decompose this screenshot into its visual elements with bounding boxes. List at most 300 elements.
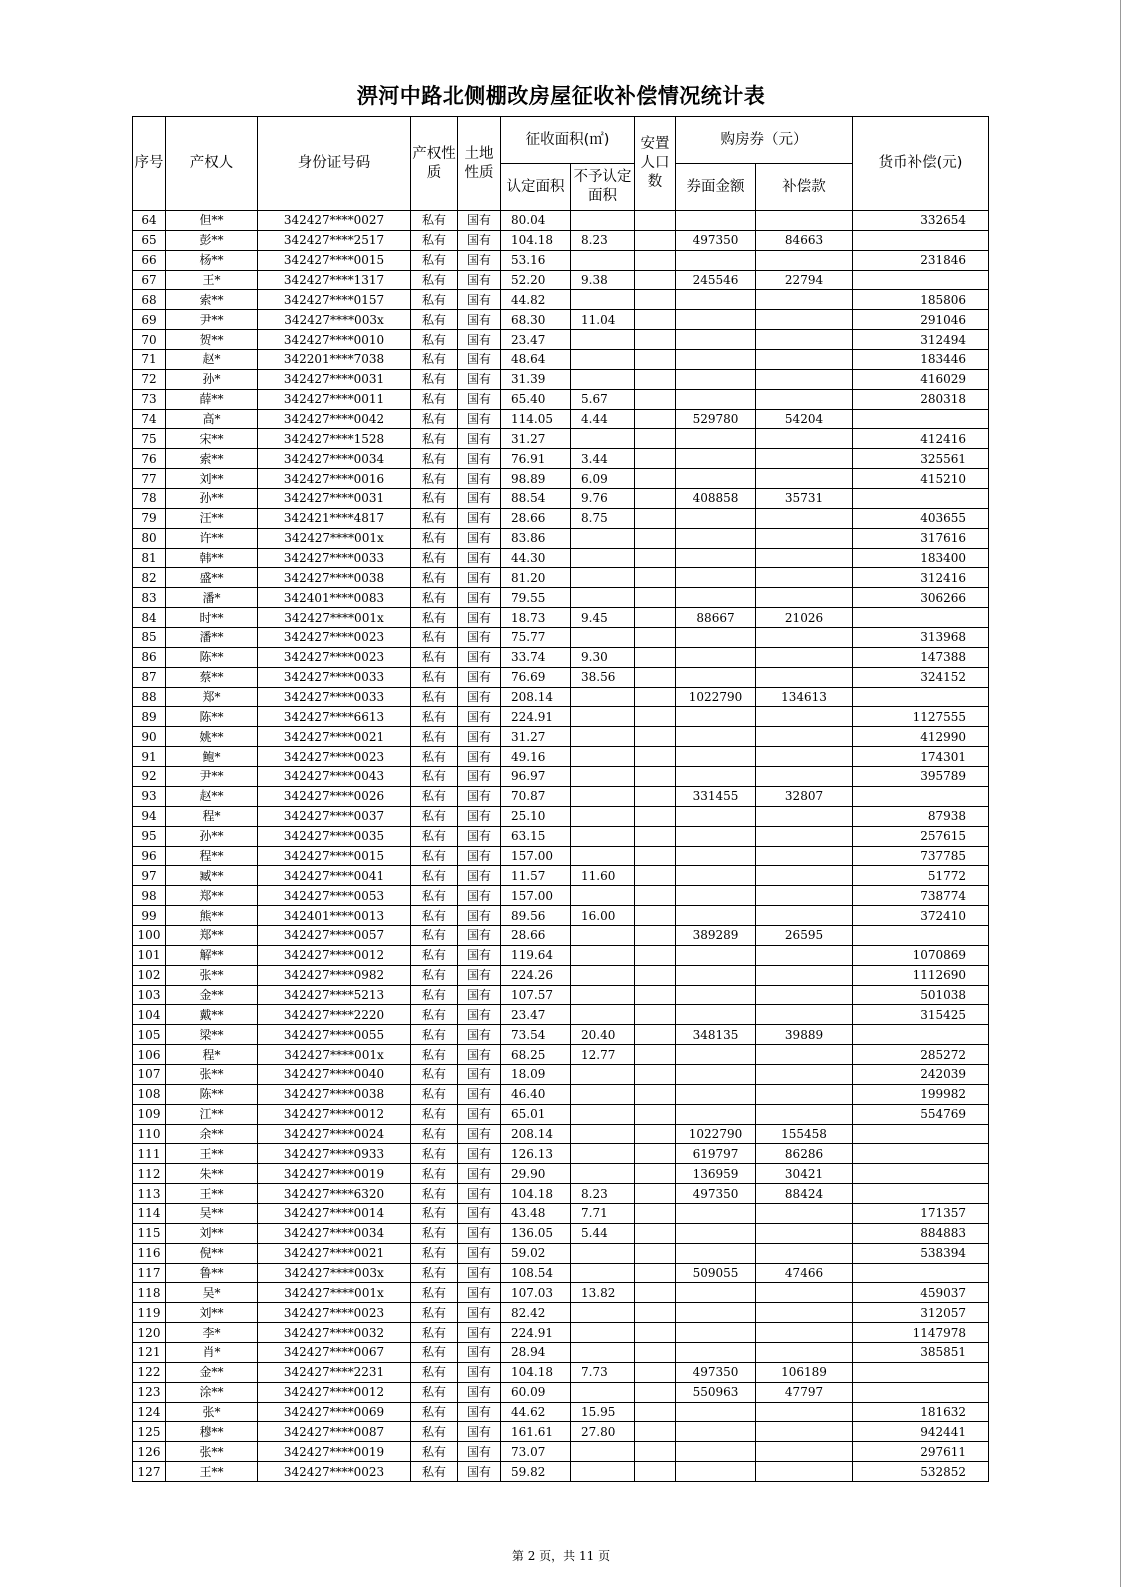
- cell-area-certified: 75.77: [501, 628, 571, 648]
- cell-area-not-certified: [571, 846, 635, 866]
- table-row: [133, 1442, 989, 1462]
- cell-voucher-face: [676, 1084, 756, 1104]
- cell-voucher-comp: [756, 369, 853, 389]
- cell-id-number: 342427****0032: [258, 1323, 411, 1343]
- cell-land-nature: 国有: [458, 1144, 501, 1164]
- table-row: [133, 1203, 989, 1223]
- cell-area-not-certified: [571, 985, 635, 1005]
- cell-owner: 涂**: [166, 1382, 258, 1402]
- cell-voucher-comp: [756, 1303, 853, 1323]
- header-resettle-count: 安置人口数: [635, 117, 676, 211]
- cell-area-not-certified: 8.23: [571, 1184, 635, 1204]
- cell-voucher-comp: [756, 389, 853, 409]
- cell-resettle-count: [635, 1303, 676, 1323]
- cell-resettle-count: [635, 469, 676, 489]
- table-row: [133, 1184, 989, 1204]
- table-row: [133, 588, 989, 608]
- cell-resettle-count: [635, 409, 676, 429]
- cell-cash-comp: 385851: [853, 1342, 989, 1362]
- cell-cash-comp: 538394: [853, 1243, 989, 1263]
- cell-area-not-certified: [571, 429, 635, 449]
- compensation-table: [132, 116, 989, 1482]
- cell-id-number: 342427****0014: [258, 1203, 411, 1223]
- cell-cash-comp: 412990: [853, 727, 989, 747]
- cell-land-nature: 国有: [458, 508, 501, 528]
- cell-voucher-comp: [756, 508, 853, 528]
- cell-resettle-count: [635, 1184, 676, 1204]
- cell-owner: 郑*: [166, 687, 258, 707]
- cell-area-certified: 53.16: [501, 250, 571, 270]
- cell-area-not-certified: [571, 1144, 635, 1164]
- cell-id-number: 342427****0057: [258, 925, 411, 945]
- cell-voucher-comp: [756, 568, 853, 588]
- cell-property-nature: 私有: [411, 1223, 458, 1243]
- cell-property-nature: 私有: [411, 1025, 458, 1045]
- cell-cash-comp: [853, 608, 989, 628]
- cell-seq: 114: [133, 1203, 166, 1223]
- cell-land-nature: 国有: [458, 548, 501, 568]
- cell-owner: 金**: [166, 985, 258, 1005]
- cell-voucher-face: [676, 1104, 756, 1124]
- cell-voucher-comp: [756, 528, 853, 548]
- cell-property-nature: 私有: [411, 727, 458, 747]
- cell-resettle-count: [635, 826, 676, 846]
- cell-owner: 江**: [166, 1104, 258, 1124]
- table-row: [133, 1362, 989, 1382]
- cell-resettle-count: [635, 270, 676, 290]
- cell-id-number: 342427****0021: [258, 1243, 411, 1263]
- cell-resettle-count: [635, 707, 676, 727]
- cell-area-certified: 119.64: [501, 945, 571, 965]
- cell-area-certified: 65.01: [501, 1104, 571, 1124]
- cell-voucher-face: [676, 250, 756, 270]
- cell-owner: 程*: [166, 1045, 258, 1065]
- cell-seq: 115: [133, 1223, 166, 1243]
- cell-area-not-certified: 16.00: [571, 906, 635, 926]
- cell-cash-comp: 532852: [853, 1462, 989, 1482]
- cell-resettle-count: [635, 1283, 676, 1303]
- cell-cash-comp: 1127555: [853, 707, 989, 727]
- cell-property-nature: 私有: [411, 906, 458, 926]
- cell-voucher-face: [676, 211, 756, 231]
- cell-id-number: 342427****0023: [258, 647, 411, 667]
- cell-voucher-comp: 134613: [756, 687, 853, 707]
- table-row: [133, 568, 989, 588]
- cell-area-certified: 23.47: [501, 330, 571, 350]
- cell-owner: 蔡**: [166, 667, 258, 687]
- cell-land-nature: 国有: [458, 786, 501, 806]
- cell-seq: 90: [133, 727, 166, 747]
- cell-cash-comp: 317616: [853, 528, 989, 548]
- cell-voucher-comp: [756, 1323, 853, 1343]
- cell-seq: 84: [133, 608, 166, 628]
- cell-voucher-comp: [756, 1064, 853, 1084]
- cell-owner: 王**: [166, 1184, 258, 1204]
- cell-property-nature: 私有: [411, 330, 458, 350]
- cell-owner: 王**: [166, 1462, 258, 1482]
- cell-resettle-count: [635, 925, 676, 945]
- cell-area-not-certified: 12.77: [571, 1045, 635, 1065]
- cell-property-nature: 私有: [411, 489, 458, 509]
- cell-voucher-face: 136959: [676, 1164, 756, 1184]
- cell-owner: 程**: [166, 846, 258, 866]
- cell-area-not-certified: 5.67: [571, 389, 635, 409]
- cell-area-certified: 23.47: [501, 1005, 571, 1025]
- cell-voucher-face: [676, 945, 756, 965]
- cell-id-number: 342427****001x: [258, 1283, 411, 1303]
- cell-land-nature: 国有: [458, 1462, 501, 1482]
- table-row: [133, 1402, 989, 1422]
- cell-id-number: 342421****4817: [258, 508, 411, 528]
- cell-voucher-face: [676, 647, 756, 667]
- cell-area-not-certified: 7.71: [571, 1203, 635, 1223]
- cell-property-nature: 私有: [411, 369, 458, 389]
- cell-area-certified: 31.27: [501, 727, 571, 747]
- cell-area-certified: 89.56: [501, 906, 571, 926]
- cell-id-number: 342427****1528: [258, 429, 411, 449]
- cell-land-nature: 国有: [458, 469, 501, 489]
- cell-id-number: 342427****0011: [258, 389, 411, 409]
- cell-resettle-count: [635, 1064, 676, 1084]
- cell-seq: 87: [133, 667, 166, 687]
- cell-cash-comp: [853, 687, 989, 707]
- cell-voucher-comp: 86286: [756, 1144, 853, 1164]
- cell-property-nature: 私有: [411, 1382, 458, 1402]
- cell-area-not-certified: 11.60: [571, 866, 635, 886]
- cell-seq: 109: [133, 1104, 166, 1124]
- cell-id-number: 342427****0933: [258, 1144, 411, 1164]
- cell-voucher-face: [676, 1064, 756, 1084]
- cell-voucher-face: 408858: [676, 489, 756, 509]
- table-row: [133, 1064, 989, 1084]
- cell-area-certified: 44.62: [501, 1402, 571, 1422]
- cell-voucher-comp: [756, 330, 853, 350]
- cell-voucher-comp: [756, 1104, 853, 1124]
- cell-id-number: 342427****001x: [258, 608, 411, 628]
- cell-cash-comp: [853, 489, 989, 509]
- cell-cash-comp: 171357: [853, 1203, 989, 1223]
- cell-owner: 程*: [166, 806, 258, 826]
- table-row: [133, 747, 989, 767]
- cell-cash-comp: [853, 1382, 989, 1402]
- cell-area-certified: 96.97: [501, 767, 571, 787]
- cell-cash-comp: 199982: [853, 1084, 989, 1104]
- cell-voucher-face: 619797: [676, 1144, 756, 1164]
- header-property-nature: 产权性质: [411, 117, 458, 211]
- table-row: [133, 489, 989, 509]
- cell-area-certified: 25.10: [501, 806, 571, 826]
- cell-voucher-comp: [756, 1283, 853, 1303]
- cell-area-certified: 44.30: [501, 548, 571, 568]
- cell-area-not-certified: [571, 945, 635, 965]
- table-row: [133, 886, 989, 906]
- table-row: [133, 1422, 989, 1442]
- cell-voucher-face: 509055: [676, 1263, 756, 1283]
- table-row: [133, 1342, 989, 1362]
- cell-property-nature: 私有: [411, 310, 458, 330]
- cell-area-not-certified: 6.09: [571, 469, 635, 489]
- cell-voucher-comp: 106189: [756, 1362, 853, 1382]
- cell-area-certified: 18.73: [501, 608, 571, 628]
- cell-resettle-count: [635, 1362, 676, 1382]
- table-row: [133, 786, 989, 806]
- cell-cash-comp: 313968: [853, 628, 989, 648]
- cell-voucher-comp: [756, 1005, 853, 1025]
- cell-owner: 朱**: [166, 1164, 258, 1184]
- cell-id-number: 342427****001x: [258, 1045, 411, 1065]
- cell-property-nature: 私有: [411, 1422, 458, 1442]
- cell-cash-comp: 280318: [853, 389, 989, 409]
- cell-owner: 尹**: [166, 767, 258, 787]
- cell-id-number: 342427****0015: [258, 250, 411, 270]
- cell-voucher-face: [676, 290, 756, 310]
- cell-resettle-count: [635, 389, 676, 409]
- cell-voucher-comp: [756, 1422, 853, 1442]
- cell-voucher-face: [676, 707, 756, 727]
- cell-land-nature: 国有: [458, 1104, 501, 1124]
- cell-property-nature: 私有: [411, 449, 458, 469]
- cell-id-number: 342427****0023: [258, 1462, 411, 1482]
- cell-land-nature: 国有: [458, 1402, 501, 1422]
- cell-cash-comp: 174301: [853, 747, 989, 767]
- cell-voucher-face: [676, 965, 756, 985]
- cell-area-certified: 107.03: [501, 1283, 571, 1303]
- cell-land-nature: 国有: [458, 1025, 501, 1045]
- cell-area-certified: 59.02: [501, 1243, 571, 1263]
- cell-voucher-comp: 30421: [756, 1164, 853, 1184]
- cell-voucher-face: [676, 1462, 756, 1482]
- cell-voucher-comp: 54204: [756, 409, 853, 429]
- cell-cash-comp: [853, 270, 989, 290]
- cell-resettle-count: [635, 1164, 676, 1184]
- table-row: [133, 1124, 989, 1144]
- cell-voucher-face: [676, 1223, 756, 1243]
- cell-cash-comp: [853, 230, 989, 250]
- cell-cash-comp: [853, 1184, 989, 1204]
- cell-resettle-count: [635, 508, 676, 528]
- cell-voucher-comp: [756, 727, 853, 747]
- cell-voucher-comp: [756, 965, 853, 985]
- cell-owner: 韩**: [166, 548, 258, 568]
- cell-area-not-certified: [571, 1303, 635, 1323]
- cell-area-certified: 52.20: [501, 270, 571, 290]
- cell-seq: 82: [133, 568, 166, 588]
- cell-seq: 94: [133, 806, 166, 826]
- cell-property-nature: 私有: [411, 1243, 458, 1263]
- cell-resettle-count: [635, 1442, 676, 1462]
- cell-seq: 111: [133, 1144, 166, 1164]
- cell-voucher-comp: 22794: [756, 270, 853, 290]
- cell-area-certified: 81.20: [501, 568, 571, 588]
- cell-resettle-count: [635, 767, 676, 787]
- cell-resettle-count: [635, 250, 676, 270]
- cell-cash-comp: 312416: [853, 568, 989, 588]
- cell-land-nature: 国有: [458, 1283, 501, 1303]
- cell-property-nature: 私有: [411, 588, 458, 608]
- cell-voucher-comp: 155458: [756, 1124, 853, 1144]
- cell-voucher-comp: [756, 310, 853, 330]
- cell-id-number: 342427****0053: [258, 886, 411, 906]
- cell-owner: 肖*: [166, 1342, 258, 1362]
- cell-land-nature: 国有: [458, 211, 501, 231]
- cell-cash-comp: 312057: [853, 1303, 989, 1323]
- cell-resettle-count: [635, 1243, 676, 1263]
- cell-property-nature: 私有: [411, 508, 458, 528]
- cell-id-number: 342427****0021: [258, 727, 411, 747]
- cell-voucher-comp: [756, 747, 853, 767]
- cell-voucher-face: 1022790: [676, 687, 756, 707]
- table-row: [133, 1323, 989, 1343]
- cell-id-number: 342427****0027: [258, 211, 411, 231]
- cell-area-not-certified: 8.23: [571, 230, 635, 250]
- cell-area-certified: 80.04: [501, 211, 571, 231]
- table-row: [133, 250, 989, 270]
- cell-land-nature: 国有: [458, 1243, 501, 1263]
- cell-property-nature: 私有: [411, 409, 458, 429]
- cell-voucher-comp: [756, 866, 853, 886]
- cell-area-not-certified: 11.04: [571, 310, 635, 330]
- cell-land-nature: 国有: [458, 866, 501, 886]
- cell-property-nature: 私有: [411, 826, 458, 846]
- cell-area-certified: 136.05: [501, 1223, 571, 1243]
- table-row: [133, 1303, 989, 1323]
- cell-owner: 吴*: [166, 1283, 258, 1303]
- cell-seq: 66: [133, 250, 166, 270]
- cell-seq: 123: [133, 1382, 166, 1402]
- cell-voucher-face: 497350: [676, 1362, 756, 1382]
- cell-cash-comp: [853, 1144, 989, 1164]
- cell-land-nature: 国有: [458, 985, 501, 1005]
- cell-cash-comp: 403655: [853, 508, 989, 528]
- cell-area-certified: 44.82: [501, 290, 571, 310]
- cell-cash-comp: 412416: [853, 429, 989, 449]
- cell-voucher-comp: 26595: [756, 925, 853, 945]
- cell-area-not-certified: [571, 687, 635, 707]
- cell-area-certified: 208.14: [501, 1124, 571, 1144]
- cell-area-certified: 28.66: [501, 925, 571, 945]
- table-row: [133, 389, 989, 409]
- cell-area-certified: 68.30: [501, 310, 571, 330]
- cell-seq: 106: [133, 1045, 166, 1065]
- cell-seq: 80: [133, 528, 166, 548]
- cell-land-nature: 国有: [458, 1164, 501, 1184]
- cell-land-nature: 国有: [458, 369, 501, 389]
- cell-land-nature: 国有: [458, 588, 501, 608]
- cell-property-nature: 私有: [411, 747, 458, 767]
- table-row: [133, 965, 989, 985]
- cell-seq: 79: [133, 508, 166, 528]
- cell-id-number: 342427****0023: [258, 747, 411, 767]
- cell-owner: 陈**: [166, 707, 258, 727]
- cell-cash-comp: 372410: [853, 906, 989, 926]
- cell-id-number: 342427****0069: [258, 1402, 411, 1422]
- page-title: 淠河中路北侧棚改房屋征收补偿情况统计表: [356, 84, 766, 108]
- cell-owner: 王**: [166, 1144, 258, 1164]
- cell-id-number: 342427****0031: [258, 489, 411, 509]
- cell-voucher-face: [676, 350, 756, 370]
- cell-area-not-certified: 7.73: [571, 1362, 635, 1382]
- cell-voucher-face: [676, 429, 756, 449]
- cell-id-number: 342427****0015: [258, 846, 411, 866]
- cell-owner: 潘**: [166, 628, 258, 648]
- cell-resettle-count: [635, 806, 676, 826]
- cell-land-nature: 国有: [458, 250, 501, 270]
- cell-cash-comp: 312494: [853, 330, 989, 350]
- cell-id-number: 342427****6613: [258, 707, 411, 727]
- cell-voucher-comp: 47797: [756, 1382, 853, 1402]
- cell-owner: 许**: [166, 528, 258, 548]
- cell-area-not-certified: [571, 369, 635, 389]
- table-row: [133, 1223, 989, 1243]
- cell-land-nature: 国有: [458, 1303, 501, 1323]
- cell-area-not-certified: [571, 1243, 635, 1263]
- cell-resettle-count: [635, 1203, 676, 1223]
- cell-area-not-certified: [571, 568, 635, 588]
- cell-cash-comp: 325561: [853, 449, 989, 469]
- cell-area-not-certified: 15.95: [571, 1402, 635, 1422]
- table-row: [133, 906, 989, 926]
- cell-area-certified: 33.74: [501, 647, 571, 667]
- cell-seq: 64: [133, 211, 166, 231]
- table-row: [133, 508, 989, 528]
- cell-land-nature: 国有: [458, 310, 501, 330]
- cell-resettle-count: [635, 211, 676, 231]
- cell-land-nature: 国有: [458, 925, 501, 945]
- cell-cash-comp: 324152: [853, 667, 989, 687]
- cell-voucher-comp: [756, 429, 853, 449]
- table-row: [133, 1005, 989, 1025]
- cell-voucher-comp: [756, 449, 853, 469]
- header-voucher-group: 购房券（元）: [676, 117, 853, 164]
- cell-property-nature: 私有: [411, 211, 458, 231]
- cell-cash-comp: 884883: [853, 1223, 989, 1243]
- cell-seq: 69: [133, 310, 166, 330]
- cell-resettle-count: [635, 846, 676, 866]
- cell-resettle-count: [635, 985, 676, 1005]
- cell-id-number: 342427****003x: [258, 1263, 411, 1283]
- cell-id-number: 342427****0023: [258, 1303, 411, 1323]
- cell-property-nature: 私有: [411, 1402, 458, 1422]
- cell-cash-comp: [853, 786, 989, 806]
- cell-resettle-count: [635, 1323, 676, 1343]
- cell-cash-comp: 181632: [853, 1402, 989, 1422]
- cell-voucher-comp: 32807: [756, 786, 853, 806]
- cell-seq: 72: [133, 369, 166, 389]
- cell-property-nature: 私有: [411, 866, 458, 886]
- cell-resettle-count: [635, 866, 676, 886]
- cell-id-number: 342427****0012: [258, 945, 411, 965]
- cell-property-nature: 私有: [411, 290, 458, 310]
- table-row: [133, 1164, 989, 1184]
- cell-area-certified: 60.09: [501, 1382, 571, 1402]
- cell-owner: 金**: [166, 1362, 258, 1382]
- cell-owner: 解**: [166, 945, 258, 965]
- cell-id-number: 342401****0013: [258, 906, 411, 926]
- cell-property-nature: 私有: [411, 1045, 458, 1065]
- cell-land-nature: 国有: [458, 647, 501, 667]
- cell-area-not-certified: [571, 290, 635, 310]
- cell-resettle-count: [635, 528, 676, 548]
- cell-cash-comp: [853, 1164, 989, 1184]
- table-row: [133, 270, 989, 290]
- table-row: [133, 290, 989, 310]
- cell-cash-comp: [853, 1263, 989, 1283]
- cell-cash-comp: [853, 409, 989, 429]
- cell-seq: 127: [133, 1462, 166, 1482]
- cell-cash-comp: [853, 1025, 989, 1045]
- cell-area-not-certified: [571, 886, 635, 906]
- cell-resettle-count: [635, 906, 676, 926]
